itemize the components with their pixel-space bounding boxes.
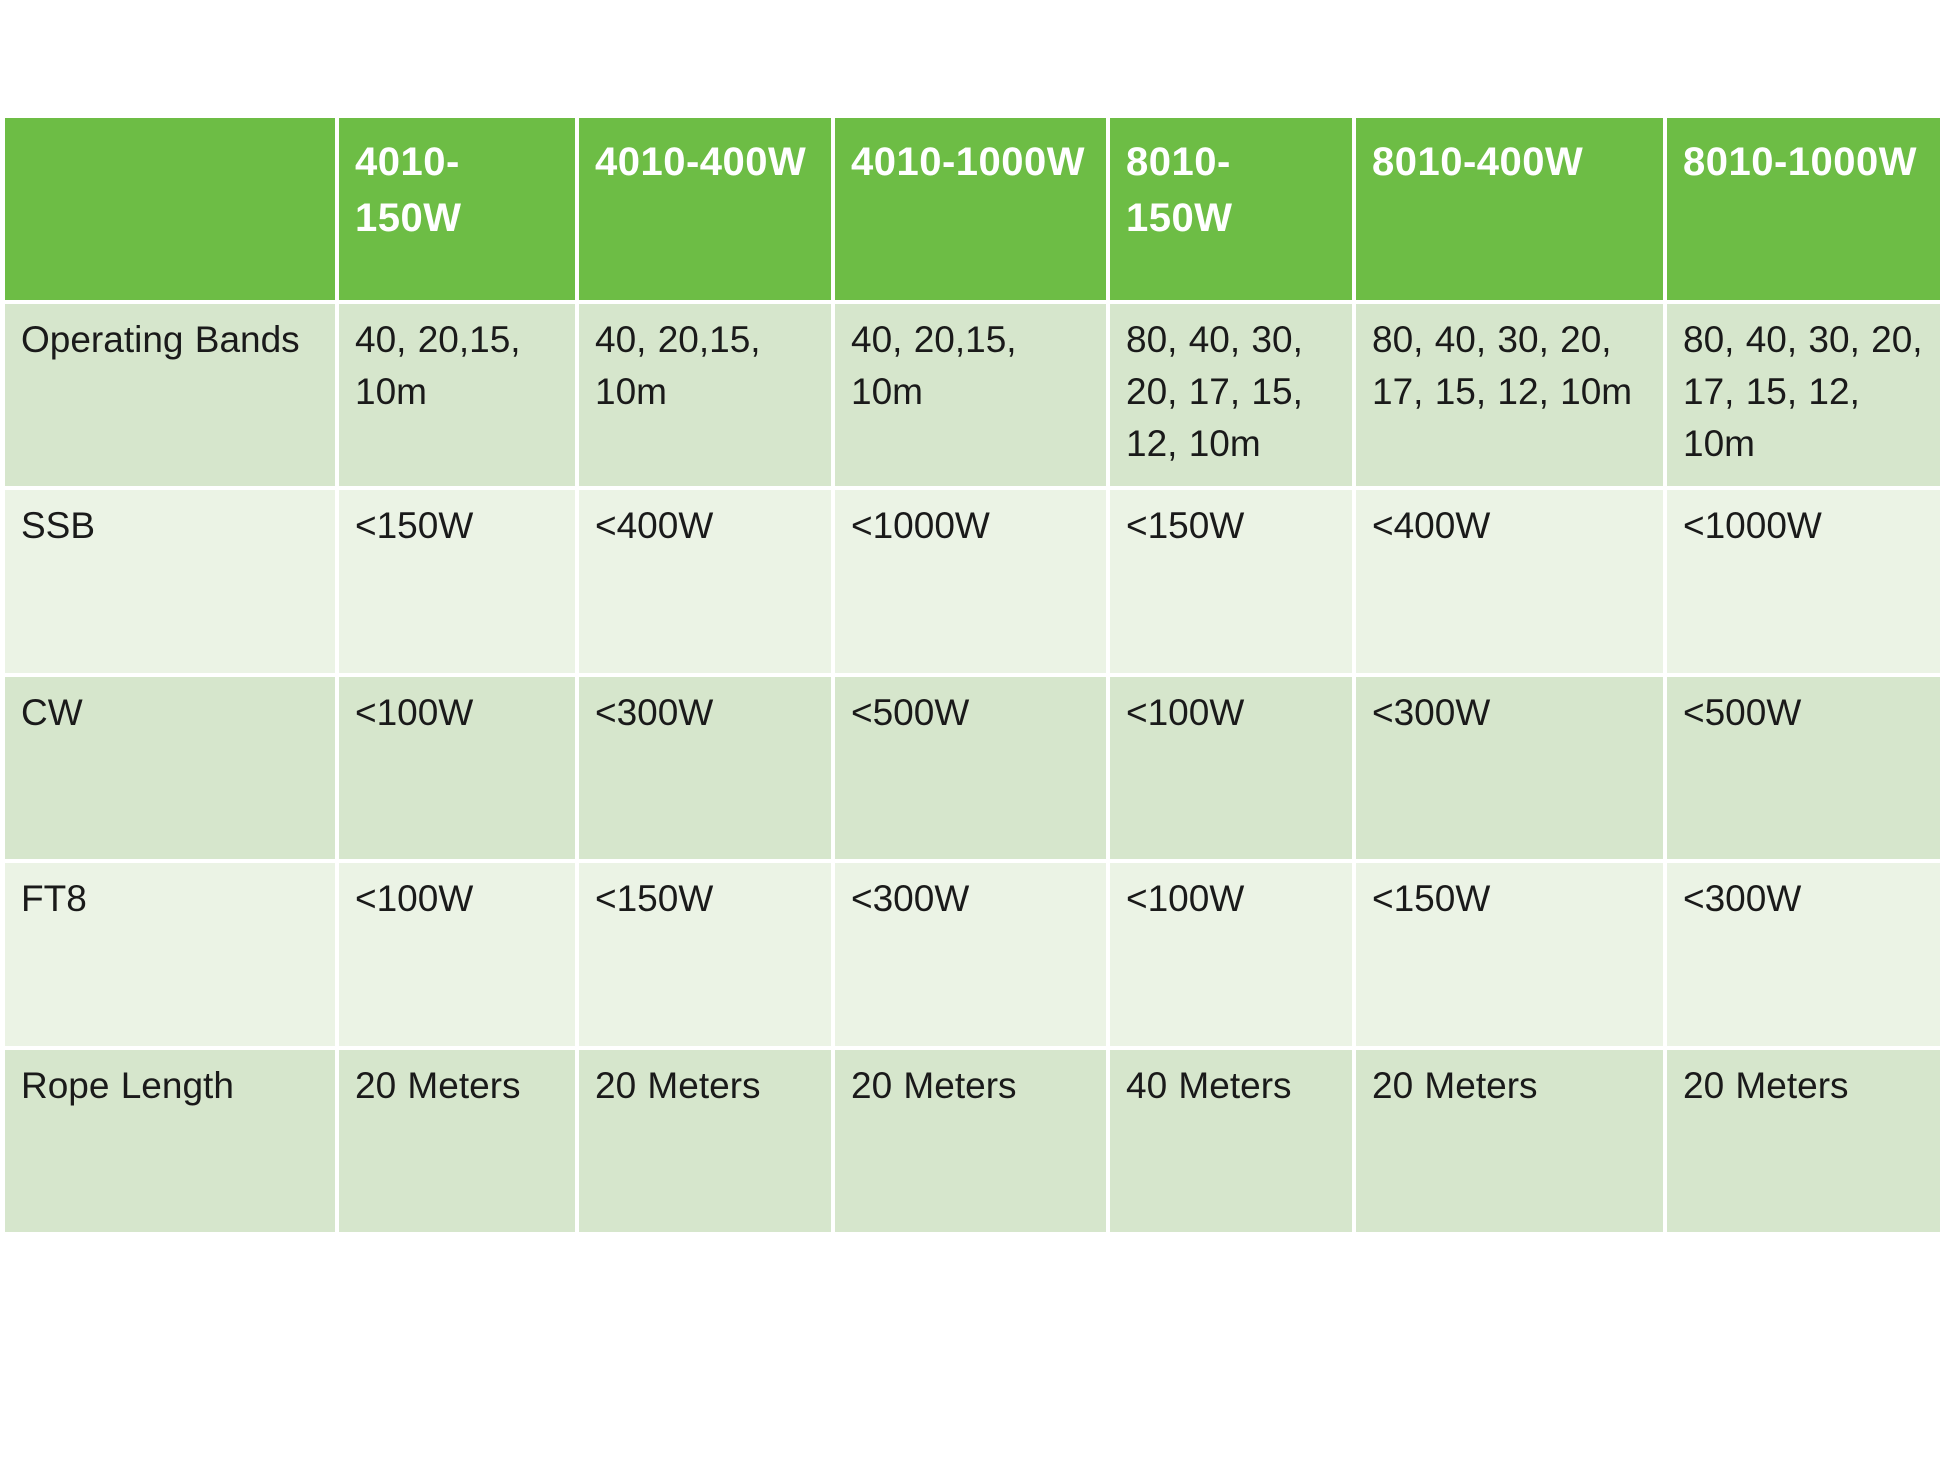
row-label-ssb: SSB [5,490,335,672]
table-cell: 40 Meters [1110,1050,1352,1232]
table-cell: 20 Meters [835,1050,1106,1232]
row-label-operating-bands: Operating Bands [5,304,335,486]
table-cell: 20 Meters [1667,1050,1940,1232]
column-header-4010-400w: 4010-400W [579,118,831,300]
table-cell: <1000W [1667,490,1940,672]
column-header-8010-150w: 8010-150W [1110,118,1352,300]
table-cell: <150W [1356,863,1663,1045]
table-cell: <100W [339,863,575,1045]
table-cell: <150W [579,863,831,1045]
table-cell: <500W [835,677,1106,859]
table-cell: <100W [1110,863,1352,1045]
table-cell: <1000W [835,490,1106,672]
column-header-4010-1000w: 4010-1000W [835,118,1106,300]
table-cell: <150W [1110,490,1352,672]
table-cell: 80, 40, 30, 20, 17, 15, 12, 10m [1110,304,1352,486]
table-cell: <150W [339,490,575,672]
table-cell: <300W [1667,863,1940,1045]
table-cell: <300W [835,863,1106,1045]
table-cell: <400W [579,490,831,672]
table-cell: <500W [1667,677,1940,859]
table-cell: <400W [1356,490,1663,672]
table-cell: 20 Meters [579,1050,831,1232]
table-cell: 40, 20,15, 10m [579,304,831,486]
table-cell: 80, 40, 30, 20, 17, 15, 12, 10m [1356,304,1663,486]
table-cell: 40, 20,15, 10m [339,304,575,486]
column-header-8010-1000w: 8010-1000W [1667,118,1940,300]
table-cell: <100W [1110,677,1352,859]
table-cell: <100W [339,677,575,859]
column-header-8010-400w: 8010-400W [1356,118,1663,300]
column-header-4010-150w: 4010-150W [339,118,575,300]
table-cell: 20 Meters [339,1050,575,1232]
product-spec-table [5,118,1940,1232]
row-label-ft8: FT8 [5,863,335,1045]
table-cell: <300W [579,677,831,859]
row-label-rope-length: Rope Length [5,1050,335,1232]
table-cell: <300W [1356,677,1663,859]
table-cell: 80, 40, 30, 20, 17, 15, 12, 10m [1667,304,1940,486]
table-cell: 20 Meters [1356,1050,1663,1232]
table-cell: 40, 20,15, 10m [835,304,1106,486]
column-header-blank [5,118,335,300]
row-label-cw: CW [5,677,335,859]
